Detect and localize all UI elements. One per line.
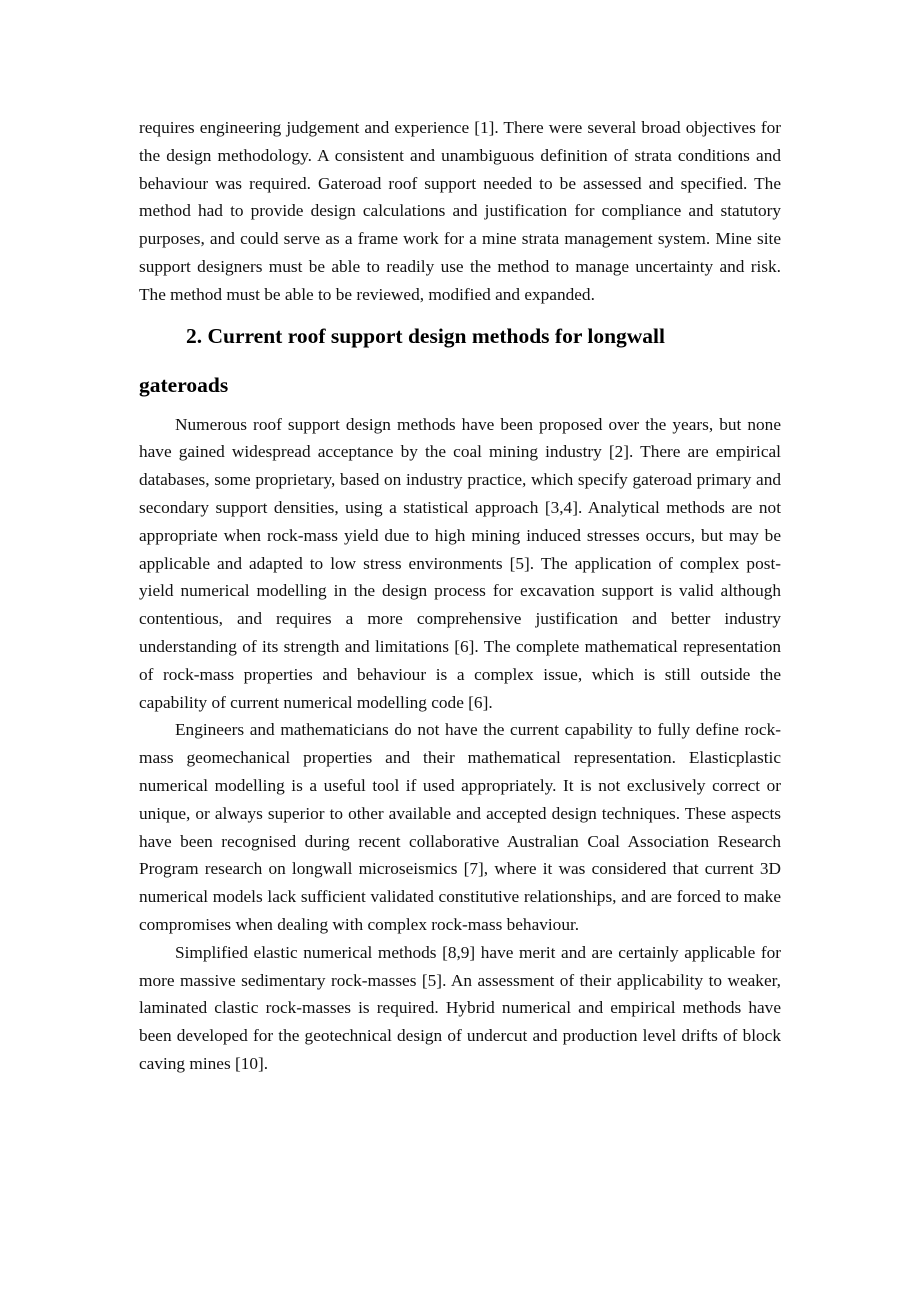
section-heading bbox=[139, 312, 781, 410]
paragraph-3: Simplified elastic numerical methods [8,9] have merit and are certainly applicable for more massive sedimentary rock-masses [5]. An assessment of their applicability to weaker, laminated clastic rock-masses is required. Hybrid numerical and empirical methods have been developed for the geotechnical design of undercut and production level drifts of block caving mines [10]. bbox=[139, 942, 781, 1073]
paragraph-1: Numerous roof support design methods have been proposed over the years, but none have gained widespread acceptance by the coal mining industry [2]. There are empirical databases, some proprietary, based on industry practice, which specify gateroad primary and secondary support densities, using a statistical approach [3,4]. Analytical methods are not appropriate when rock-mass yield due to high mining induced stresses occurs, but may be applicable and adapted to low stress environments [5]. The application of complex post-yield numerical modelling in the design process for excavation support is valid although contentious, and requires a more comprehensive justification and better industry understanding of its strength and limitations [6]. The complete mathematical representation of rock-mass properties and behaviour is a complex issue, which is still outside the capability of current numerical modelling code [6]. bbox=[139, 414, 781, 712]
section-heading-line-2: gateroads bbox=[139, 372, 229, 397]
document-page bbox=[139, 114, 781, 1078]
paragraph-intro-continuation: requires engineering judgement and experience [1]. There were several broad objectives for the design methodology. A consistent and unambiguous definition of strata conditions and behaviour was required. Gateroad roof support needed to be assessed and specified. The method had to provide design calculations and justification for compliance and statutory purposes, and could serve as a frame work for a mine strata management system. Mine site support designers must be able to readily use the method to manage uncertainty and risk. The method must be able to be reviewed, modified and expanded. bbox=[139, 118, 781, 304]
section-heading-line-1: 2. Current roof support design methods for longwall bbox=[186, 323, 666, 348]
paragraph-2: Engineers and mathematicians do not have the current capability to fully define rock-mass geomechanical properties and their mathematical representation. Elasticplastic numerical modelling is a useful tool if used appropriately. It is not exclusively correct or unique, or always superior to other available and accepted design techniques. These aspects have been recognised during recent collaborative Australian Coal Association Research Program research on longwall microseismics [7], where it was considered that current 3D numerical models lack sufficient validated constitutive relationships, and are forced to make compromises when dealing with complex rock-mass behaviour. bbox=[139, 720, 781, 934]
